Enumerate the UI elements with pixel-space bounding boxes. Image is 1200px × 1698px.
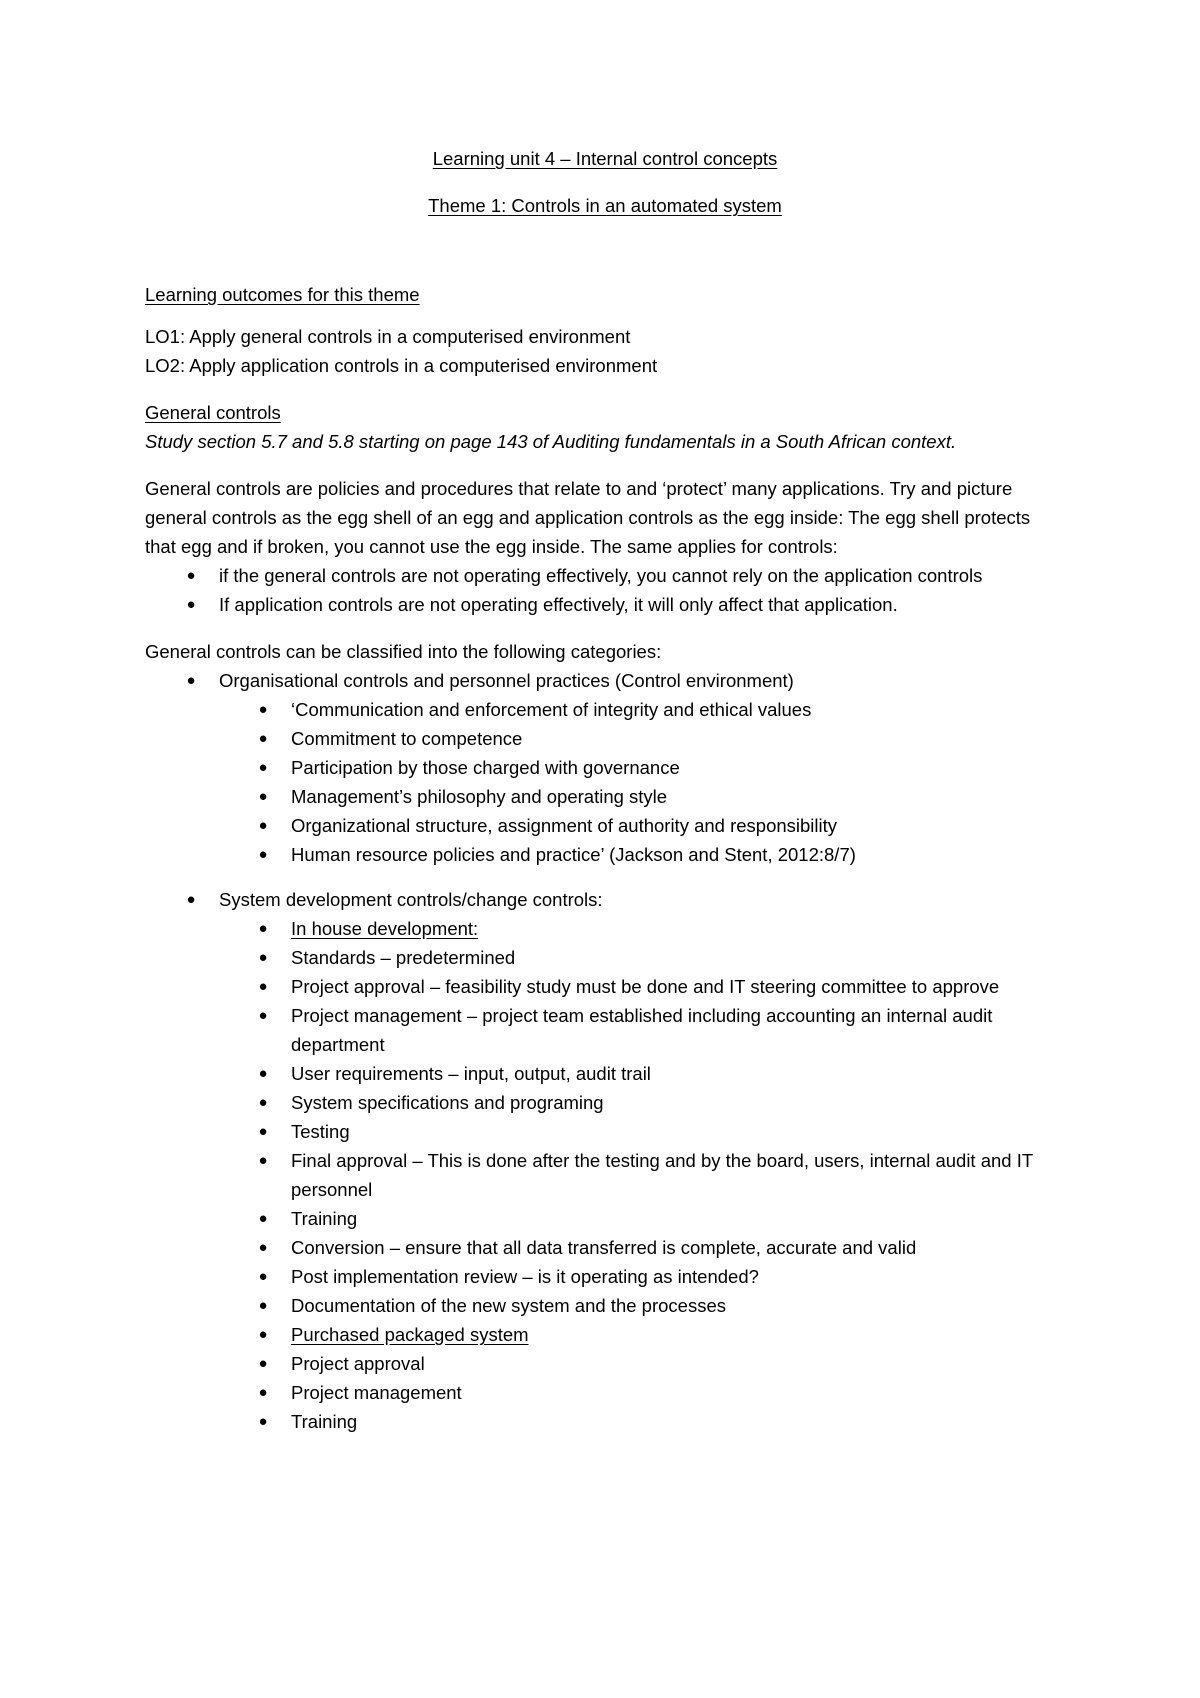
- bullet-icon: ●: [258, 1007, 268, 1024]
- list-item-text: Conversion – ensure that all data transferred is complete, accurate and valid: [291, 1237, 917, 1258]
- list-item: [145, 811, 1065, 840]
- list-item-text: Project approval – feasibility study must be done and IT steering committee to approve: [291, 976, 1000, 997]
- list-item-text: Management’s philosophy and operating style: [291, 786, 668, 807]
- list-item-text: User requirements – input, output, audit trail: [291, 1063, 651, 1084]
- list-item-text: Participation by those charged with governance: [291, 757, 680, 778]
- list-item: [145, 914, 1065, 943]
- organisational-items: [145, 695, 1065, 869]
- bullet-icon: ●: [258, 730, 268, 747]
- list-item: [145, 1233, 1065, 1262]
- list-item-text: Project management – project team established including accounting an internal audit department: [291, 1005, 993, 1055]
- bullet-icon: ●: [186, 672, 196, 689]
- list-item: [145, 753, 1065, 782]
- outcomes-heading: Learning outcomes for this theme: [145, 284, 420, 305]
- list-item-text: Organizational structure, assignment of authority and responsibility: [291, 815, 838, 836]
- bullet-icon: ●: [258, 1413, 268, 1430]
- outcome-lo2: LO2: Apply application controls in a computerised environment: [145, 355, 658, 376]
- bullet-icon: ●: [258, 846, 268, 863]
- list-item: [145, 1059, 1065, 1088]
- bullet-icon: ●: [258, 1239, 268, 1256]
- system-development-items: [145, 914, 1065, 1436]
- document-title: Learning unit 4 – Internal control concepts: [432, 148, 778, 169]
- bullet-icon: ●: [258, 1355, 268, 1372]
- bullet-icon: ●: [258, 978, 268, 995]
- list-item-text: If application controls are not operating effectively, it will only affect that application.: [219, 594, 898, 615]
- outcome-lo1: LO1: Apply general controls in a computerised environment: [145, 326, 631, 347]
- list-item: [145, 840, 1065, 869]
- bullet-icon: ●: [186, 891, 196, 908]
- bullet-icon: ●: [258, 1152, 268, 1169]
- list-item: [145, 1262, 1065, 1291]
- list-item-text: Post implementation review – is it operating as intended?: [291, 1266, 759, 1287]
- list-item-text: if the general controls are not operating effectively, you cannot rely on the application controls: [219, 565, 983, 586]
- bullet-icon: ●: [258, 920, 268, 937]
- list-item-text: Project approval: [291, 1353, 425, 1374]
- list-item: [145, 1378, 1065, 1407]
- general-controls-heading: General controls: [145, 402, 281, 423]
- list-item: [145, 561, 1065, 590]
- list-item: [145, 1320, 1065, 1349]
- intro-bullet-list: [145, 561, 1065, 619]
- list-item-text: Training: [291, 1208, 358, 1229]
- intro-paragraph: General controls are policies and procedures that relate to and ‘protect’ many applications. Try and picture general controls as the egg shell of an egg and application controls as the egg inside: The egg shell protects that egg and if broken, you cannot use the egg inside. The same applies for controls:: [145, 478, 1031, 557]
- bullet-icon: ●: [258, 817, 268, 834]
- bullet-icon: ●: [258, 1297, 268, 1314]
- list-item: [145, 1407, 1065, 1436]
- bullet-icon: ●: [186, 567, 196, 584]
- list-item-text: Training: [291, 1411, 358, 1432]
- bullet-icon: ●: [258, 701, 268, 718]
- category-list-1: [145, 666, 1065, 695]
- list-item: [145, 1204, 1065, 1233]
- list-item: [145, 972, 1065, 1001]
- bullet-icon: ●: [258, 1065, 268, 1082]
- list-item-text: Commitment to competence: [291, 728, 523, 749]
- list-item: [145, 590, 1065, 619]
- bullet-icon: ●: [258, 788, 268, 805]
- list-item: [145, 782, 1065, 811]
- bullet-icon: ●: [258, 1268, 268, 1285]
- bullet-icon: ●: [258, 1384, 268, 1401]
- document-subtitle: Theme 1: Controls in an automated system: [428, 195, 782, 216]
- bullet-icon: ●: [258, 1210, 268, 1227]
- category-list-2: [145, 885, 1065, 914]
- spacer: [145, 619, 1065, 637]
- bullet-icon: ●: [258, 1094, 268, 1111]
- list-item-text: ‘Communication and enforcement of integrity and ethical values: [291, 699, 812, 720]
- bullet-icon: ●: [186, 596, 196, 613]
- purchased-heading: Purchased packaged system: [291, 1324, 529, 1345]
- spacer: [145, 869, 1065, 885]
- list-item: [145, 695, 1065, 724]
- list-item: [145, 724, 1065, 753]
- spacer: [145, 456, 1065, 474]
- category-system-development: [145, 885, 1065, 914]
- list-item-text: Documentation of the new system and the processes: [291, 1295, 726, 1316]
- in-house-heading: In house development:: [291, 918, 479, 939]
- list-item: [145, 1349, 1065, 1378]
- category-label: Organisational controls and personnel practices (Control environment): [219, 670, 794, 691]
- spacer: [145, 380, 1065, 398]
- list-item-text: Standards – predetermined: [291, 947, 516, 968]
- list-item-text: Project management: [291, 1382, 462, 1403]
- bullet-icon: ●: [258, 759, 268, 776]
- list-item-text: Final approval – This is done after the testing and by the board, users, internal audit and IT personnel: [291, 1150, 1033, 1200]
- study-reference: Study section 5.7 and 5.8 starting on page 143 of Auditing fundamentals in a South African context.: [145, 431, 957, 452]
- category-organisational: [145, 666, 1065, 695]
- list-item: [145, 1001, 1065, 1059]
- list-item-text: Testing: [291, 1121, 350, 1142]
- bullet-icon: ●: [258, 1326, 268, 1343]
- category-label: System development controls/change controls:: [219, 889, 603, 910]
- list-item: [145, 1146, 1065, 1204]
- categories-intro: General controls can be classified into the following categories:: [145, 641, 662, 662]
- list-item: [145, 1088, 1065, 1117]
- list-item-text: Human resource policies and practice’ (Jackson and Stent, 2012:8/7): [291, 844, 856, 865]
- list-item-text: System specifications and programing: [291, 1092, 604, 1113]
- bullet-icon: ●: [258, 1123, 268, 1140]
- list-item: [145, 943, 1065, 972]
- document-body: [145, 144, 1065, 1436]
- list-item: [145, 1291, 1065, 1320]
- bullet-icon: ●: [258, 949, 268, 966]
- list-item: [145, 1117, 1065, 1146]
